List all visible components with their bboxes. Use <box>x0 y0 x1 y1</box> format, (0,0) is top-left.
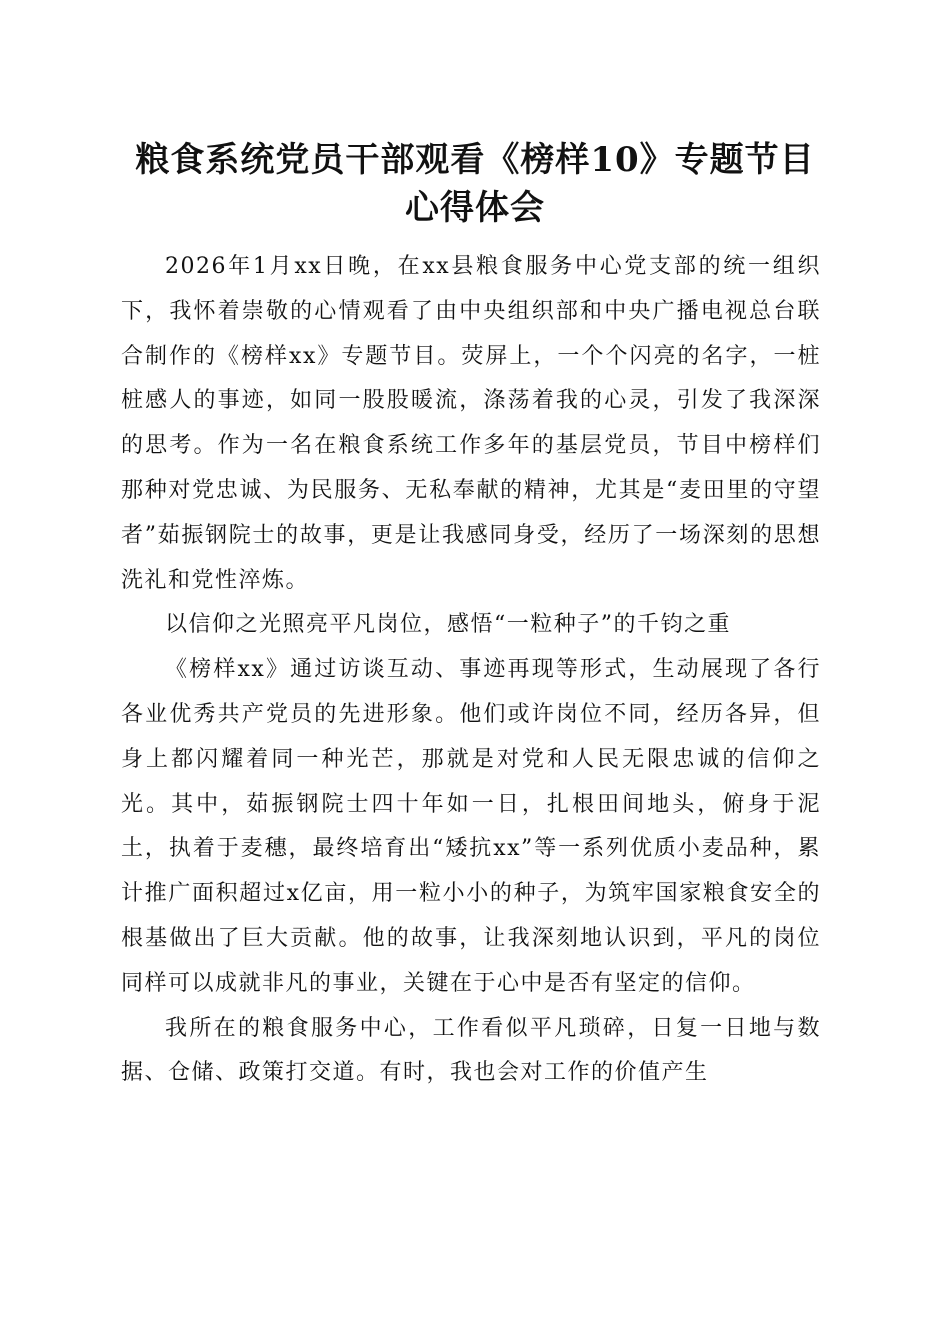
paragraph-role-model: 《榜样xx》通过访谈互动、事迹再现等形式，生动展现了各行各业优秀共产党员的先进形象。他们或许岗位不同，经历各异，但身上都闪耀着同一种光芒，那就是对党和人民无限忠诚的信仰之光。其中，茹振钢院士四十年如一日，扎根田间地头，俯身于泥土，执着于麦穗，最终培育出“矮抗xx”等一系列优质小麦品种，累计推广面积超过x亿亩，用一粒小小的种子，为筑牢国家粮食安全的根基做出了巨大贡献。他的故事，让我深刻地认识到，平凡的岗位同样可以成就非凡的事业，关键在于心中是否有坚定的信仰。 <box>121 657 821 996</box>
document-title-line-1: 粮食系统党员干部观看《榜样10》专题节目 <box>135 140 815 180</box>
paragraph-intro: 2026年1月xx日晚，在xx县粮食服务中心党支部的统一组织下，我怀着崇敬的心情观看了由中央组织部和中央广播电视总台联合制作的《榜样xx》专题节目。荧屏上，一个个闪亮的名字，一桩桩感人的事迹，如同一股股暖流，涤荡着我的心灵，引发了我深深的思考。作为一名在粮食系统工作多年的基层党员，节目中榜样们那种对党忠诚、为民服务、无私奉献的精神，尤其是“麦田里的守望者”茹振钢院士的故事，更是让我感同身受，经历了一场深刻的思想洗礼和党性淬炼。 <box>121 254 821 593</box>
section-heading: 以信仰之光照亮平凡岗位，感悟“一粒种子”的千钧之重 <box>165 612 731 638</box>
document-body <box>121 245 821 1096</box>
paragraph-workplace: 我所在的粮食服务中心，工作看似平凡琐碎，日复一日地与数据、仓储、政策打交道。有时，我也会对工作的价值产生 <box>121 1015 821 1086</box>
document-title-line-2: 心得体会 <box>405 188 545 228</box>
